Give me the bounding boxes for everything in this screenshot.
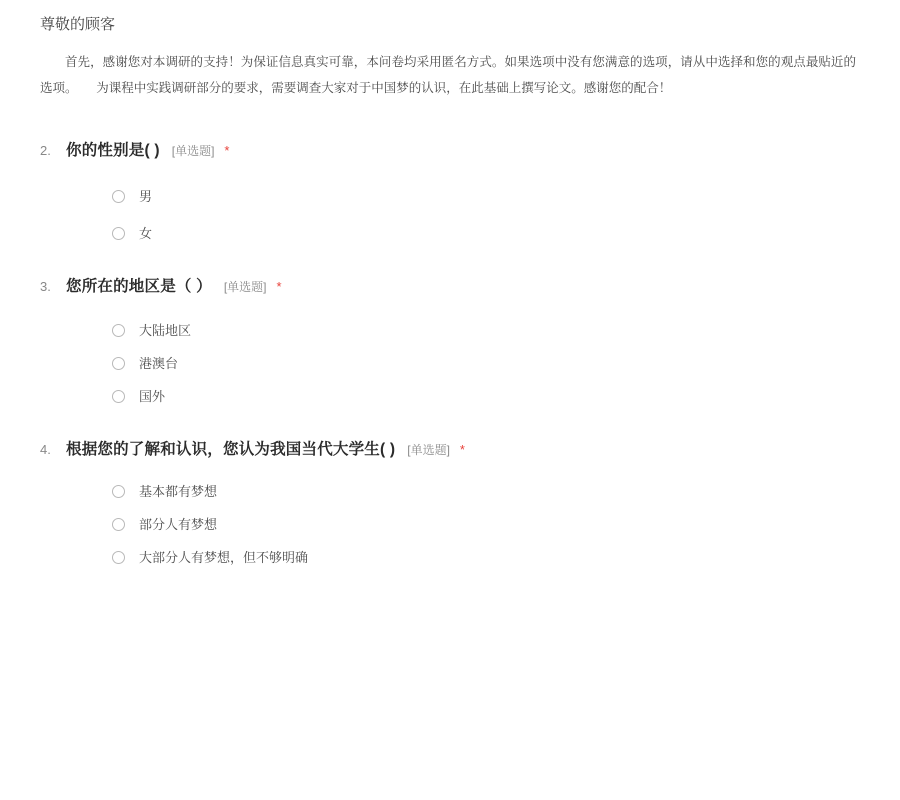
question-3: [0, 274, 900, 403]
radio-icon[interactable]: [112, 485, 125, 498]
question-list: [0, 138, 900, 564]
question-2-options: [40, 190, 860, 240]
option-label: 国外: [139, 388, 166, 404]
intro-title: 尊敬的顾客: [40, 16, 116, 33]
radio-icon[interactable]: [112, 390, 125, 403]
question-4-title: 根据您的了解和认识，您认为我国当代大学生( ): [66, 440, 396, 458]
option-label: 大部分人有梦想，但不够明确: [139, 549, 309, 565]
option-item[interactable]: [112, 357, 860, 370]
question-2-header: [40, 138, 860, 160]
intro-body: 首先，感谢您对本调研的支持！为保证信息真实可靠，本问卷均采用匿名方式。如果选项中没有您满意的选项，请从中选择和您的观点最贴近的选项。 为课程中实践调研部分的要求，需要调查大家对于中国梦的认识，在此基础上撰写论文。感谢您的配合！: [40, 55, 856, 96]
question-3-options: [40, 324, 860, 403]
survey-intro: [0, 0, 900, 102]
option-label: 港澳台: [139, 355, 179, 371]
question-4: [0, 437, 900, 564]
question-4-options: [40, 485, 860, 564]
option-label: 大陆地区: [139, 322, 192, 338]
radio-icon[interactable]: [112, 227, 125, 240]
option-label: 男: [139, 188, 153, 204]
radio-icon[interactable]: [112, 357, 125, 370]
option-item[interactable]: [112, 518, 860, 531]
question-4-header: [40, 437, 860, 459]
radio-icon[interactable]: [112, 190, 125, 203]
question-3-type: [单选题]: [223, 279, 267, 294]
question-3-header: [40, 274, 860, 296]
option-item[interactable]: [112, 227, 860, 240]
option-label: 基本都有梦想: [139, 483, 218, 499]
question-4-type: [单选题]: [407, 442, 450, 457]
question-4-number: 4.: [40, 441, 51, 457]
question-2-number: 2.: [40, 142, 51, 158]
option-label: 女: [139, 225, 153, 241]
radio-icon[interactable]: [112, 551, 125, 564]
option-item[interactable]: [112, 324, 860, 337]
question-2-required-marker: *: [224, 142, 230, 158]
option-item[interactable]: [112, 190, 860, 203]
question-4-required-marker: *: [459, 441, 465, 457]
question-3-title: 您所在的地区是（ ）: [66, 277, 212, 295]
question-2-type: [单选题]: [171, 143, 215, 158]
radio-icon[interactable]: [112, 324, 125, 337]
option-item[interactable]: [112, 551, 860, 564]
option-item[interactable]: [112, 485, 860, 498]
radio-icon[interactable]: [112, 518, 125, 531]
question-2-title: 你的性别是( ): [66, 141, 160, 159]
question-3-number: 3.: [40, 278, 51, 294]
question-3-required-marker: *: [276, 278, 282, 294]
option-label: 部分人有梦想: [139, 516, 218, 532]
question-2: [0, 138, 900, 240]
option-item[interactable]: [112, 390, 860, 403]
